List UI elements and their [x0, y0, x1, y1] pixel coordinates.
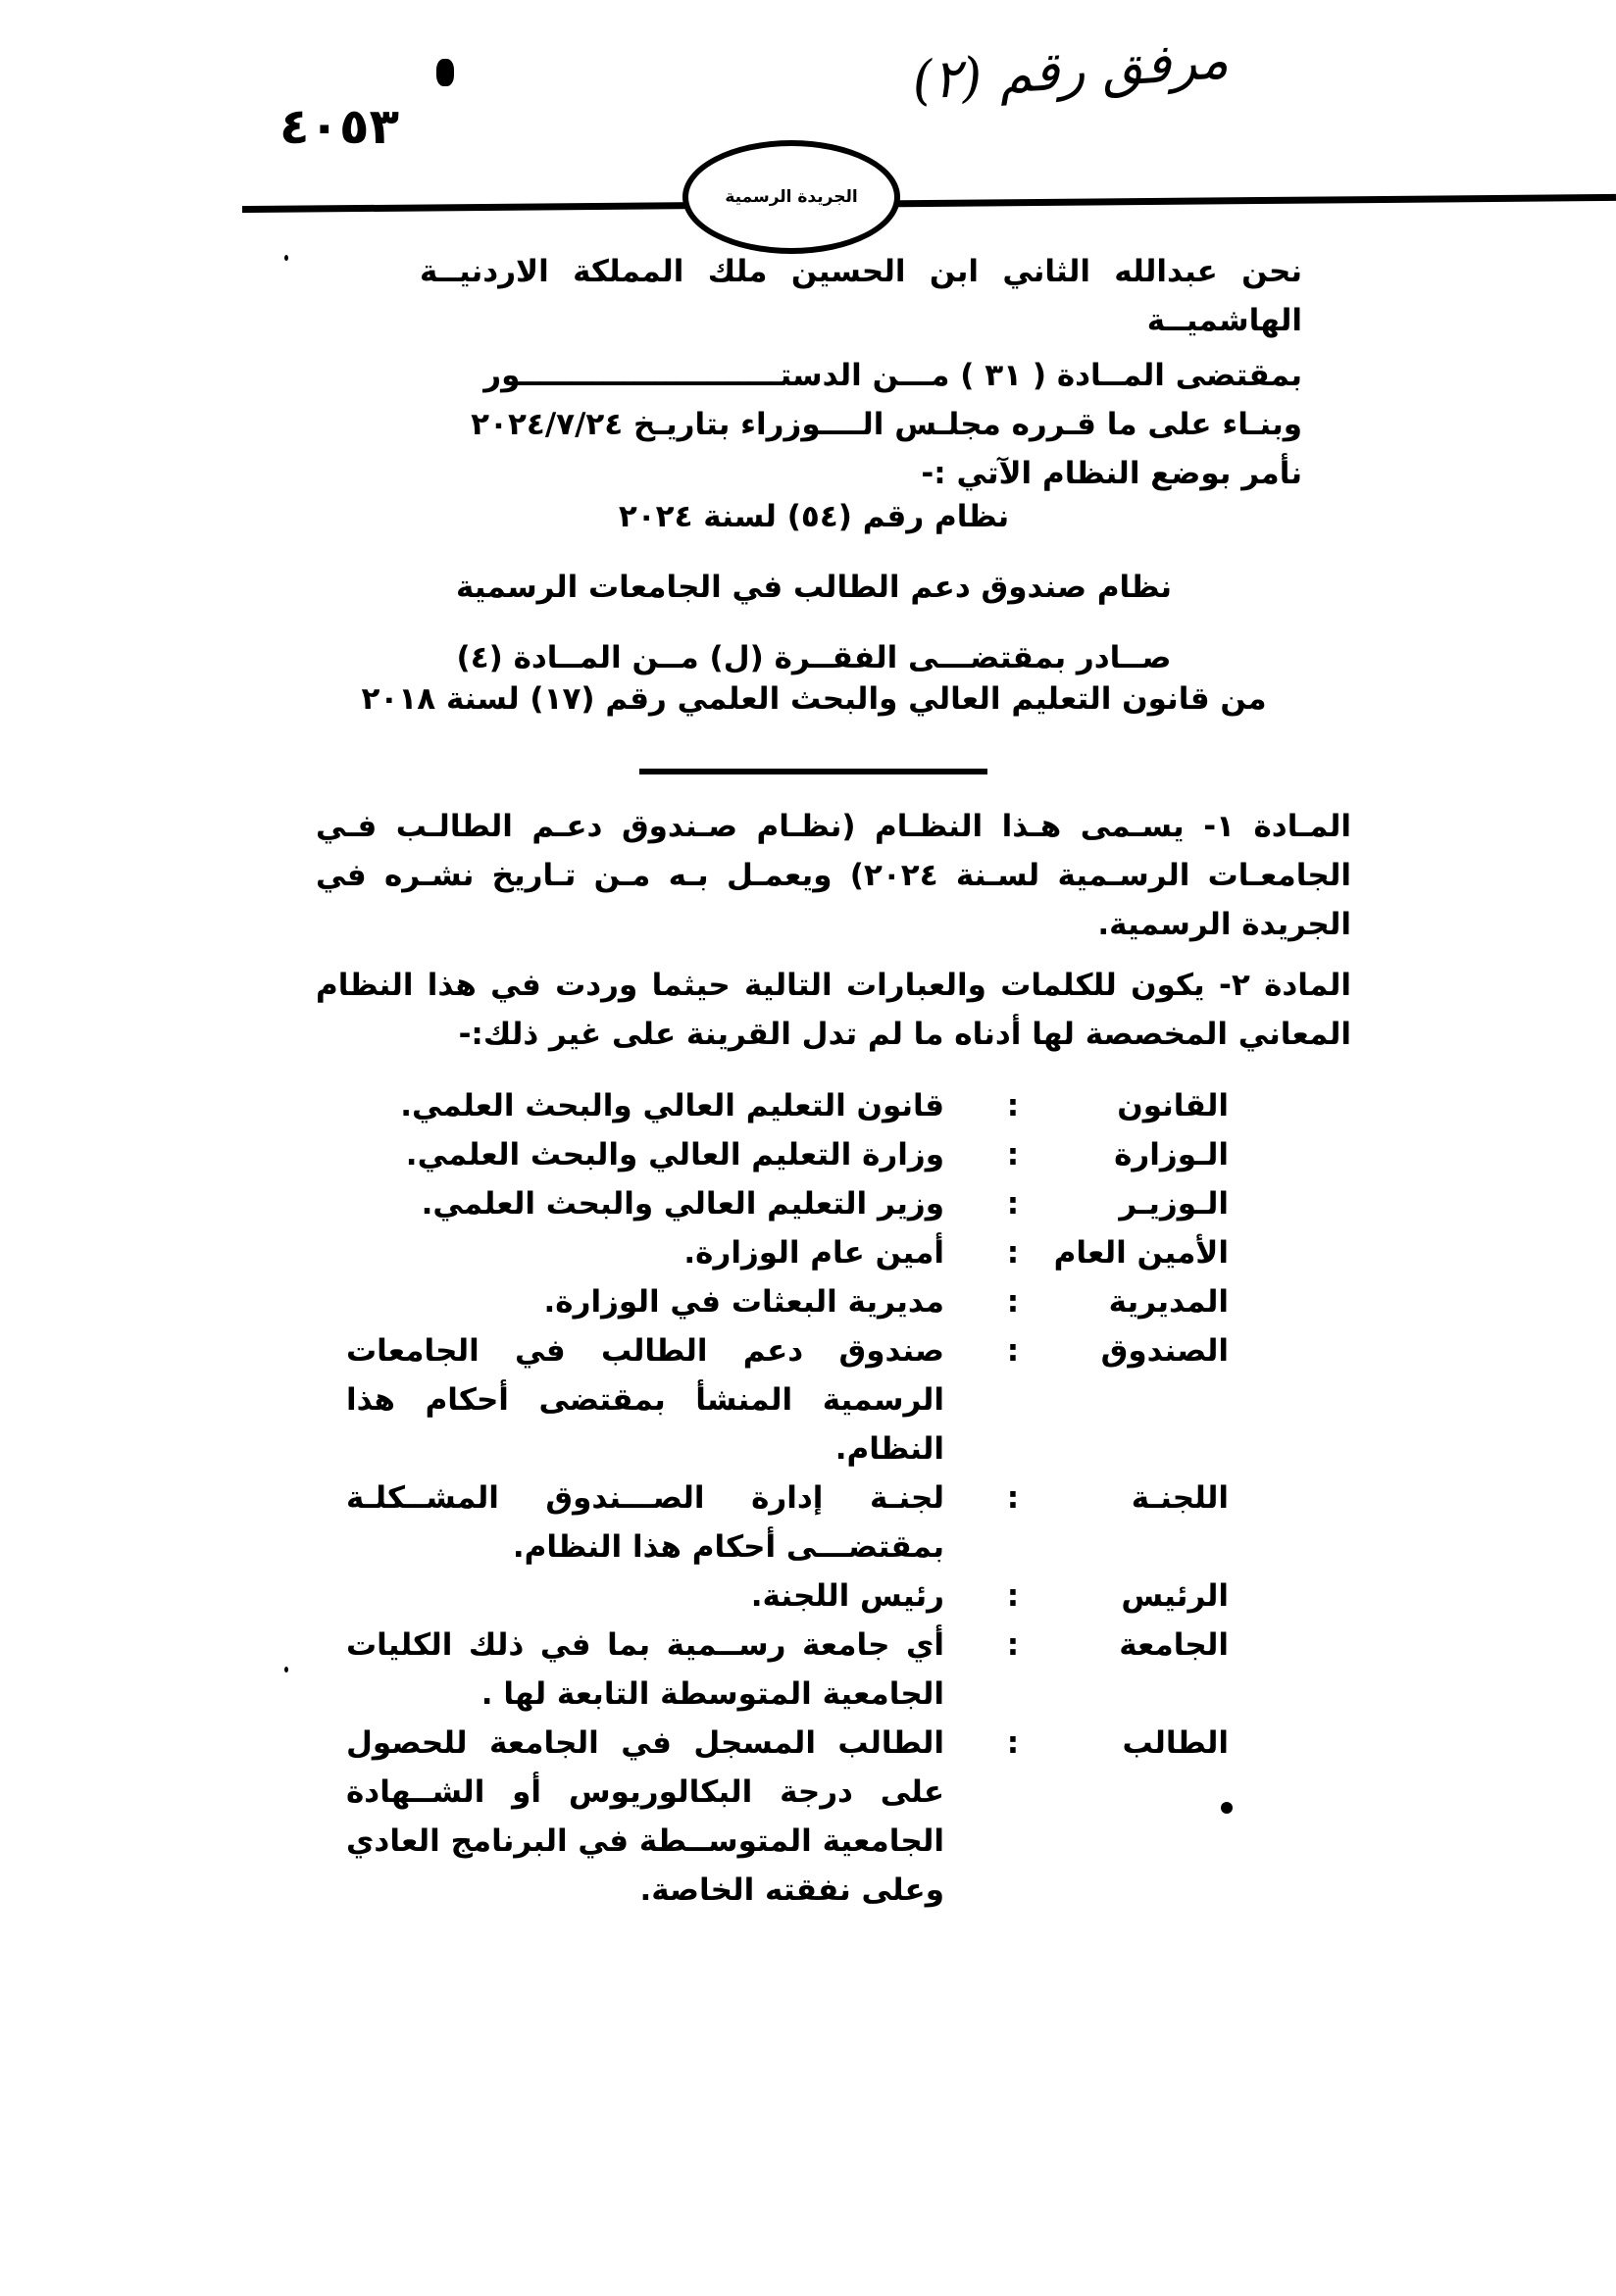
- definition-text: قانون التعليم العالي والبحث العلمي.: [400, 1088, 944, 1123]
- definition-term: اللجنـة: [1131, 1480, 1229, 1516]
- article-2: [316, 961, 1351, 1059]
- issued-under-line-2: من قانون التعليم العالي والبحث العلمي رقم (١٧) لسنة ٢٠١٨: [361, 681, 1267, 717]
- definitions-list: [346, 1081, 1229, 1915]
- definition-colon: :: [1006, 1480, 1020, 1516]
- definition-colon: :: [1006, 1088, 1020, 1123]
- definition-colon: :: [1006, 1333, 1020, 1369]
- definition-row: [346, 1228, 1229, 1277]
- definition-row: [346, 1621, 1229, 1719]
- article-1: [316, 802, 1351, 949]
- header-rule: [242, 194, 1616, 213]
- definition-colon: :: [1006, 1137, 1020, 1173]
- preamble-line: نأمر بوضع النظام الآتي :-: [921, 456, 1302, 491]
- preamble-line: بمقتضى المــادة ( ٣١ ) مـــن الدستـــــــــــــــــــــــــور: [483, 358, 1302, 393]
- preamble: [420, 247, 1302, 498]
- definition-term: الطالب: [1122, 1725, 1229, 1761]
- definition-term: المديرية: [1108, 1284, 1229, 1320]
- definition-text: الطالب المسجل في الجامعة للحصول على درجة البكالوريوس أو الشــهادة الجامعية المتوســطة في البرنامج العادي وعلى نفقته الخاصة.: [346, 1725, 944, 1908]
- article-label: المـادة ١-: [1203, 809, 1351, 844]
- definition-row: [346, 1179, 1229, 1228]
- article-text: يكون للكلمات والعبارات التالية حيثما وردت في هذا النظام المعاني المخصصة لها أدناه ما لم تدل القرينة على غير ذلك:-: [316, 968, 1351, 1052]
- definition-text: صندوق دعم الطالب في الجامعات الرسمية المنشأ بمقتضى أحكام هذا النظام.: [346, 1333, 944, 1467]
- definition-term: الأمين العام: [1053, 1235, 1229, 1271]
- definition-row: [346, 1719, 1229, 1915]
- definition-row: [346, 1326, 1229, 1473]
- definition-text: وزارة التعليم العالي والبحث العلمي.: [405, 1137, 944, 1173]
- scan-speck: [1221, 1802, 1233, 1814]
- definition-term: الـوزارة: [1114, 1137, 1229, 1173]
- definition-row: [346, 1572, 1229, 1621]
- definition-term: الجامعة: [1119, 1627, 1229, 1663]
- definition-text: أي جامعة رســمية بما في ذلك الكليات الجامعية المتوسطة التابعة لها .: [346, 1627, 944, 1712]
- preamble-line: وبنـاء على ما قـرره مجلـس الــــوزراء بتاريـخ ٢٠٢٤/٧/٢٤: [471, 407, 1302, 442]
- definition-text: أمين عام الوزارة.: [683, 1235, 944, 1271]
- article-label: المادة ٢-: [1218, 968, 1351, 1003]
- definition-colon: :: [1006, 1725, 1020, 1761]
- definition-term: الرئيس: [1121, 1578, 1229, 1614]
- definition-term: الـوزيـر: [1119, 1186, 1229, 1222]
- definition-colon: :: [1006, 1235, 1020, 1271]
- definition-row: [346, 1277, 1229, 1326]
- definition-text: مديرية البعثات في الوزارة.: [543, 1284, 944, 1320]
- scan-speck: [436, 59, 454, 86]
- definition-row: [346, 1130, 1229, 1179]
- scan-speck: [284, 255, 288, 261]
- definition-colon: :: [1006, 1186, 1020, 1222]
- regulation-number: نظام رقم (٥٤) لسنة ٢٠٢٤: [618, 499, 1010, 534]
- definition-term: القانون: [1117, 1088, 1229, 1123]
- definition-row: [346, 1473, 1229, 1572]
- gazette-label: الجريدة الرسمية: [725, 187, 858, 207]
- stamp-number: ٤٠٥٣: [279, 98, 400, 155]
- definition-text: رئيس اللجنة.: [750, 1578, 944, 1614]
- regulation-name: نظام صندوق دعم الطالب في الجامعات الرسمية: [455, 570, 1173, 605]
- definition-text: وزير التعليم العالي والبحث العلمي.: [421, 1186, 944, 1222]
- definition-term: الصندوق: [1100, 1333, 1229, 1369]
- gazette-oval-label: [682, 140, 900, 254]
- scan-speck: [284, 1667, 288, 1672]
- definition-text: لجنـة إدارة الصـــندوق المشــكلـة بمقتضـــى أحكام هذا النظام.: [346, 1480, 944, 1565]
- article-text: يسـمى هـذا النظـام (نظـام صـندوق دعـم الطالـب فـي الجامعـات الرسـمية لسـنة ٢٠٢٤) ويعمـل بـه مـن تـاريخ نشـره في الجريدة الرسمية.: [316, 809, 1351, 942]
- definition-colon: :: [1006, 1627, 1020, 1663]
- definition-colon: :: [1006, 1284, 1020, 1320]
- preamble-line: نحن عبدالله الثاني ابن الحسين ملك المملكة الاردنيــة الهاشميــة: [420, 254, 1302, 338]
- issued-under-line-1: صــادر بمقتضـــى الفقــرة (ل) مــن المــادة (٤): [456, 640, 1172, 675]
- handwritten-attachment-note: مرفق رقم (٢): [910, 27, 1231, 113]
- title-divider: [639, 769, 987, 774]
- definition-row: [346, 1081, 1229, 1130]
- definition-colon: :: [1006, 1578, 1020, 1614]
